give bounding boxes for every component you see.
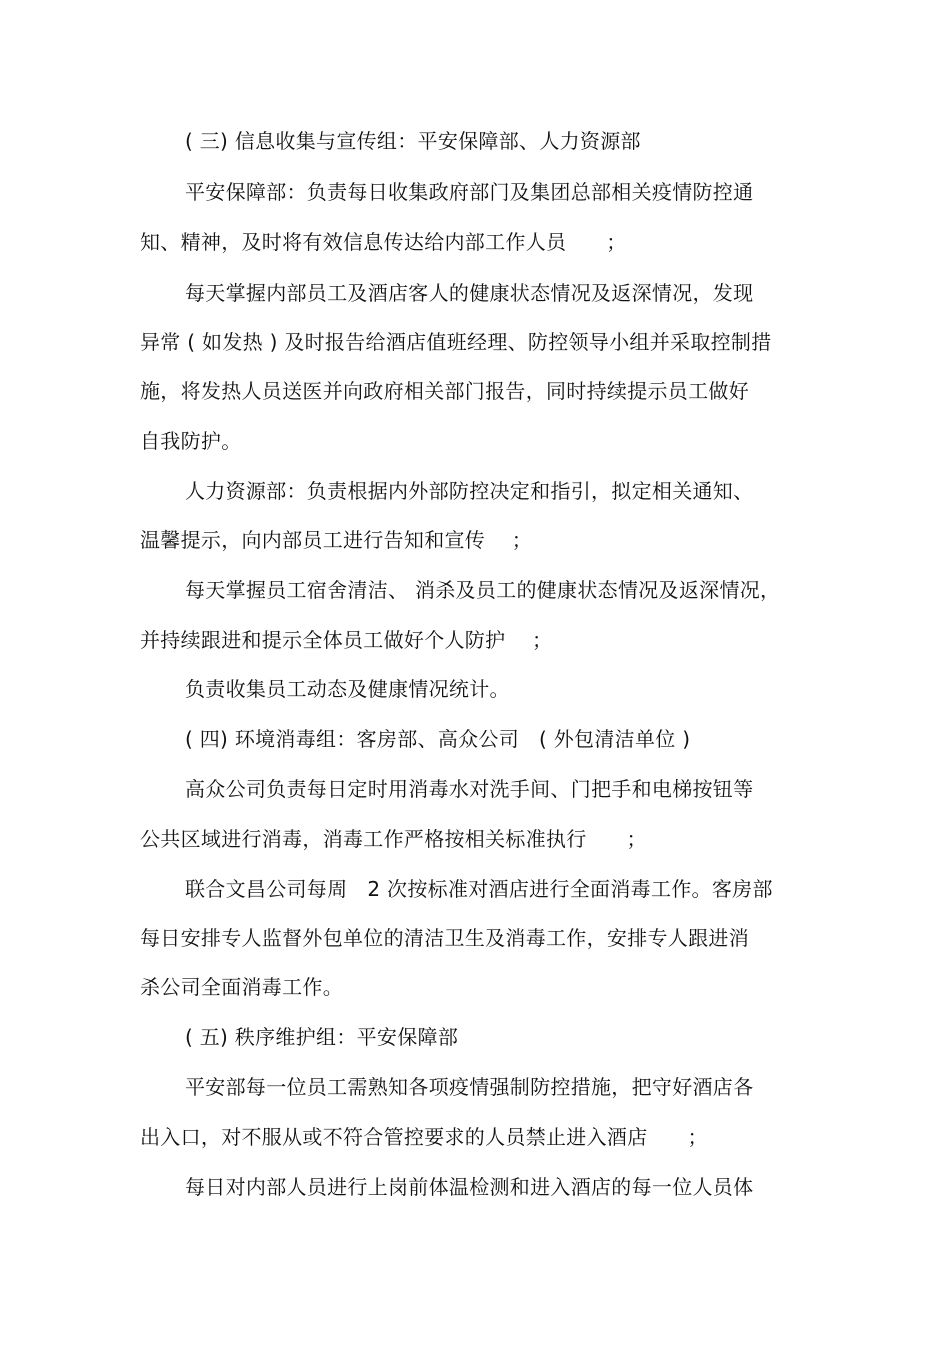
section-heading-5: ( 五) 秩序维护组：平安保障部 [185,1025,459,1049]
paragraph-line: 并持续跟进和提示全体员工做好个人防护 ； [140,628,553,652]
paragraph-line: 每天掌握内部员工及酒店客人的健康状态情况及返深情况，发现 [185,281,754,305]
section-heading-3: ( 三) 信息收集与宣传组：平安保障部、人力资源部 [185,129,641,153]
paragraph-line: 人力资源部：负责根据内外部防控决定和指引，拟定相关通知、 [185,479,754,503]
paragraph-line: 公共区域进行消毒，消毒工作严格按相关标准执行 ； [140,827,647,851]
paragraph-line: 知、精神，及时将有效信息传达给内部工作人员 ； [140,230,627,254]
paragraph-line: 自我防护。 [140,429,242,453]
paragraph-line: 每日对内部人员进行上岗前体温检测和进入酒店的每一位人员体 [185,1175,754,1199]
paragraph-line: 平安保障部：负责每日收集政府部门及集团总部相关疫情防控通 [185,180,754,204]
section-heading-4: ( 四) 环境消毒组：客房部、高众公司 ( 外包清洁单位 ) [185,727,691,751]
paragraph-line: 平安部每一位员工需熟知各项疫情强制防控措施，把守好酒店各 [185,1075,754,1099]
paragraph-line: 杀公司全面消毒工作。 [140,975,343,999]
paragraph-line: 高众公司负责每日定时用消毒水对洗手间、门把手和电梯按钮等 [185,777,754,801]
paragraph-line: 异常 ( 如发热 ) 及时报告给酒店值班经理、防控领导小组并采取控制措 [140,330,772,354]
paragraph-line: 出入口，对不服从或不符合管控要求的人员禁止进入酒店 ； [140,1125,708,1149]
paragraph-line: 每天掌握员工宿舍清洁、 消杀及员工的健康状态情况及返深情况， [185,578,781,602]
paragraph-line: 每日安排专人监督外包单位的清洁卫生及消毒工作，安排专人跟进消 [140,926,749,950]
paragraph-line: 负责收集员工动态及健康情况统计。 [185,677,510,701]
paragraph-line: 温馨提示，向内部员工进行告知和宣传 ； [140,528,533,552]
paragraph-line: 施，将发热人员送医并向政府相关部门报告，同时持续提示员工做好 [140,379,749,403]
paragraph-line: 联合文昌公司每周 2 次按标准对酒店进行全面消毒工作。客房部 [185,877,773,901]
